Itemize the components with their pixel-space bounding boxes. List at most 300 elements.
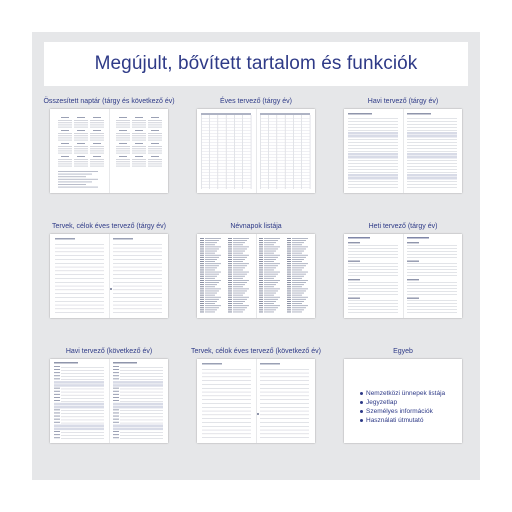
ruled-line [260,426,309,427]
ruled-line [120,423,163,424]
date-mark [228,278,232,279]
day-row [58,159,72,160]
date-mark [200,301,204,302]
name-mark [205,303,215,304]
ruled-line [348,285,398,286]
ruled-line [260,145,310,146]
day-row [74,146,88,147]
name-mark [292,288,308,289]
name-mark [264,278,274,279]
day-row [132,153,146,154]
date-mark [228,284,232,285]
ruled-line [113,255,162,256]
date-mark [287,265,291,266]
month-heading [77,117,85,118]
ruled-line [120,392,163,393]
date-mark [287,253,291,254]
ruled-line [348,187,398,188]
ruled-line [61,373,104,374]
ruled-line [61,432,104,433]
ruled-line [260,380,309,381]
date-mark [200,288,204,289]
name-mark [233,259,245,260]
ruled-line [348,166,398,167]
date-mark [200,267,204,268]
ruled-line [348,276,398,277]
ruled-line [260,178,310,179]
ruled-line [260,130,310,131]
weekly-thumbnail [344,234,462,318]
date-mark [113,434,119,435]
ruled-line [201,139,251,140]
ruled-line [202,434,251,435]
day-row [148,153,162,154]
ruled-line [403,109,404,193]
ruled-line [201,175,251,176]
day-row [58,166,72,167]
date-mark [113,397,119,398]
ruled-line [348,304,398,305]
date-mark [54,391,60,392]
ruled-line [260,411,309,412]
date-mark [113,369,119,370]
date-mark [54,375,60,376]
ruled-line [113,271,162,272]
name-mark [205,291,219,292]
ruled-line [61,376,104,377]
day-row [132,124,146,125]
name-mark [233,299,247,300]
date-mark [200,309,204,310]
weekend-band [54,403,104,406]
day-row [74,120,88,121]
day-heading [407,298,419,299]
date-mark [113,419,119,420]
list-item: Nemzetközi ünnepek listája [360,389,445,398]
ruled-line [201,169,251,170]
weekend-band [407,174,457,177]
ruled-line [260,136,310,137]
date-mark [259,253,263,254]
name-mark [292,244,302,245]
ruled-line [260,403,309,404]
ruled-line [407,254,457,255]
name-mark [205,267,217,268]
day-row [132,159,146,160]
date-mark [259,305,263,306]
ruled-line [348,130,398,131]
weekend-band [407,135,457,138]
name-mark [233,240,247,241]
date-mark [200,274,204,275]
name-mark [264,257,278,258]
ruled-line [348,251,398,252]
ruled-line [407,282,457,283]
date-mark [228,309,232,310]
name-mark [205,293,217,294]
date-mark [287,244,291,245]
cell-label: Havi tervező (tárgy év) [367,98,439,105]
day-row [148,127,162,128]
ruled-line [113,282,162,283]
name-mark [205,242,217,243]
text-line [58,171,98,172]
ruled-line [120,410,163,411]
ruled-line [61,389,104,390]
ruled-line [202,388,251,389]
list-item: Használati útmutató [360,416,445,425]
cell-monthly-planner [334,97,472,207]
date-mark [228,240,232,241]
ruled-line [55,290,104,291]
section-title [113,238,133,240]
date-mark [54,372,60,373]
month-heading [119,130,127,131]
day-row [148,133,162,134]
date-mark [200,246,204,247]
ruled-line [202,426,251,427]
name-mark [205,238,221,239]
weekend-band [113,428,163,431]
ruled-line [234,115,235,189]
ruled-line [256,109,257,193]
date-mark [200,255,204,256]
ruled-line [310,115,311,189]
name-mark [205,249,219,250]
ruled-line [407,127,457,128]
name-mark [264,312,274,313]
ruled-line [348,313,398,314]
date-mark [259,282,263,283]
calendar-thumbnail [50,109,168,193]
date-mark [228,301,232,302]
name-mark [264,307,278,308]
name-mark [233,278,243,279]
name-mark [292,257,306,258]
ruled-line [55,297,104,298]
date-mark [113,400,119,401]
name-mark [264,263,280,264]
day-row [116,140,130,141]
ruled-line [260,142,310,143]
ruled-line [407,310,457,311]
name-mark [264,309,276,310]
date-mark [287,284,291,285]
name-mark [264,265,278,266]
date-mark [259,238,263,239]
list-item: Jegyzetlap [360,398,445,407]
ruled-line [55,301,104,302]
date-mark [228,307,232,308]
ruled-line [260,172,310,173]
ruled-line [55,255,104,256]
ruled-line [55,244,104,245]
cell-namedays-list [187,222,325,332]
ruled-line [120,438,163,439]
ruled-line [407,142,457,143]
name-mark [264,305,280,306]
ruled-line [348,124,398,125]
ruled-line [202,392,251,393]
date-mark [259,240,263,241]
ruled-line [201,118,251,119]
date-mark [54,413,60,414]
ruled-line [251,115,252,189]
text-line [58,184,86,185]
ruled-line [407,160,457,161]
date-mark [259,307,263,308]
ruled-line [407,270,457,271]
day-row [132,120,146,121]
ruled-line [201,127,251,128]
date-mark [54,369,60,370]
date-mark [259,276,263,277]
ruled-line [61,379,104,380]
day-row [116,163,130,164]
name-mark [264,282,278,283]
date-mark [228,276,232,277]
name-mark [292,291,306,292]
ruled-line [260,184,310,185]
ruled-line [202,380,251,381]
day-row [58,146,72,147]
ruled-line [348,127,398,128]
date-mark [228,282,232,283]
name-mark [292,255,308,256]
name-mark [264,251,276,252]
date-mark [113,394,119,395]
ruled-line [348,310,398,311]
name-mark [292,278,302,279]
name-mark [292,276,304,277]
date-mark [113,375,119,376]
day-row [58,140,72,141]
date-mark [259,246,263,247]
date-mark [259,284,263,285]
name-mark [292,267,304,268]
ruled-line [348,139,398,140]
ruled-line [407,121,457,122]
ruled-line [260,127,310,128]
ruled-line [407,285,457,286]
ruled-line [407,273,457,274]
date-mark [200,295,204,296]
ruled-line [113,252,162,253]
date-mark [259,286,263,287]
date-mark [200,261,204,262]
ruled-line [348,245,398,246]
day-row [74,161,88,162]
day-row [148,161,162,162]
day-row [132,161,146,162]
name-mark [205,286,215,287]
weekend-band [348,153,398,156]
day-heading [348,279,360,280]
month-title [113,362,137,364]
day-heading [407,242,419,243]
date-mark [228,263,232,264]
name-mark [205,270,215,271]
date-mark [287,312,291,313]
date-mark [113,413,119,414]
ruled-line [201,178,251,179]
date-mark [54,400,60,401]
weekend-band [54,381,104,384]
day-row [58,137,72,138]
date-mark [54,394,60,395]
ruled-line [201,121,251,122]
ruled-line [260,115,261,189]
cell-label: Névnapok listája [230,223,282,230]
name-mark [264,261,274,262]
ruled-line [61,414,104,415]
header-band [260,113,310,115]
ruled-line [260,163,310,164]
name-mark [233,301,245,302]
ruled-line [61,367,104,368]
day-row [58,120,72,121]
cell-label: Éves tervező (tárgy év) [220,98,292,105]
ruled-line [113,248,162,249]
date-mark [200,282,204,283]
name-mark [292,301,304,302]
date-mark [200,259,204,260]
date-mark [259,288,263,289]
day-row [58,163,72,164]
name-mark [233,295,243,296]
date-mark [259,303,263,304]
week-title [348,237,370,239]
day-row [74,133,88,134]
weekend-band [54,425,104,428]
ruled-line [348,282,398,283]
day-row [116,127,130,128]
name-mark [233,265,247,266]
date-mark [200,263,204,264]
name-mark [205,255,221,256]
ruled-line [209,115,210,189]
date-mark [287,270,291,271]
date-mark [259,309,263,310]
name-mark [233,244,243,245]
ruled-line [348,160,398,161]
day-row [132,140,146,141]
ruled-line [407,118,457,119]
name-mark [264,259,276,260]
day-row [148,135,162,136]
name-mark [205,307,219,308]
month-heading [135,117,143,118]
day-row [148,120,162,121]
date-mark [287,278,291,279]
month-heading [151,156,159,157]
ruled-line [407,251,457,252]
day-row [58,148,72,149]
ruled-line [348,121,398,122]
date-mark [200,242,204,243]
ruled-line [268,115,269,189]
ruled-line [256,234,257,318]
day-row [148,148,162,149]
yearly-thumbnail [197,109,315,193]
ruled-line [201,172,251,173]
name-mark [264,301,276,302]
day-row [90,122,104,123]
title-banner [44,42,468,86]
ruled-line [120,376,163,377]
date-mark [228,280,232,281]
ruled-line [260,148,310,149]
cell-weekly-planner [334,222,472,332]
cell-label: Összesített naptár (tárgy és következő év) [43,98,175,105]
name-mark [233,284,245,285]
name-mark [292,272,308,273]
weekend-band [54,406,104,409]
ruled-line [202,415,251,416]
day-row [58,124,72,125]
ruled-line [348,172,398,173]
date-mark [259,255,263,256]
date-mark [54,431,60,432]
ruled-line [348,307,398,308]
name-mark [205,274,219,275]
day-row [116,146,130,147]
day-row [90,120,104,121]
ruled-line [256,359,257,443]
ruled-line [260,118,310,119]
ruled-line [407,169,457,170]
ruled-line [113,278,162,279]
date-mark [228,299,232,300]
monthly-thumbnail [344,109,462,193]
ruled-line [260,187,310,188]
name-mark [292,240,306,241]
ruled-line [113,301,162,302]
cell-yearly-planner [187,97,325,207]
name-mark [292,309,304,310]
ruled-line [348,248,398,249]
date-mark [228,270,232,271]
ruled-line [407,166,457,167]
date-mark [287,267,291,268]
monthly-next-thumbnail [50,359,168,443]
ruled-line [201,166,251,167]
ruled-line [113,244,162,245]
day-heading [348,261,360,262]
ruled-line [293,115,294,189]
calendar-pages-drawing [50,109,168,193]
ruled-line [201,115,202,189]
ruled-line [120,398,163,399]
ruled-line [202,407,251,408]
ruled-line [260,430,309,431]
name-mark [233,305,249,306]
cell-summary-calendar [40,97,178,207]
name-mark [205,284,217,285]
name-mark [264,253,274,254]
date-mark [287,288,291,289]
ruled-line [120,420,163,421]
name-mark [292,280,308,281]
day-row [148,140,162,141]
month-heading [151,117,159,118]
ruled-line [260,169,310,170]
ruled-line [302,115,303,189]
text-line [58,174,92,175]
ruled-line [120,414,163,415]
ruled-line [260,181,310,182]
name-mark [205,253,215,254]
